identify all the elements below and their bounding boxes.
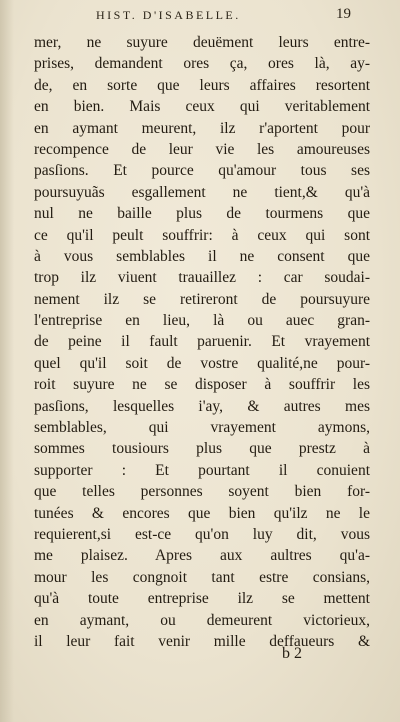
body-text — [34, 32, 370, 652]
text-line: à vous semblables il ne consent que — [34, 247, 370, 265]
text-line: en bien. Mais ceux qui veritablement — [34, 98, 370, 116]
text-line: qu'à toute entreprise ilz se mettent — [34, 590, 370, 608]
text-line: semblables, qui vrayement aymons, — [34, 419, 370, 437]
text-line: pasſions, lesquelles i'ay, & autres mes — [34, 397, 370, 415]
text-line: poursuyuãs esgallement ne tient,& qu'à — [34, 183, 370, 201]
text-line: mer, ne suyure deuëment leurs entre- — [34, 34, 370, 51]
text-line: sommes tousiours plus que prestz à — [34, 440, 370, 458]
text-line: prises, demandent ores ça, ores là, ay- — [34, 55, 370, 73]
signature-mark: b 2 — [282, 645, 302, 662]
text-line: ce qu'il peult souffrir: à ceux qui sont — [34, 226, 370, 244]
text-line: roit suyure ne se disposer à souffrir les — [34, 376, 370, 394]
text-line: requierent,si est-ce qu'on luy dit, vous — [34, 525, 370, 543]
text-line: tunées & encores que bien qu'ilz ne le — [34, 504, 370, 522]
text-line: que telles personnes soyent bien for- — [34, 483, 370, 501]
text-line: mour les congnoit tant estre consians, — [34, 568, 370, 586]
text-line: pasſions. Et pource qu'amour tous ses — [34, 162, 370, 180]
text-line: nement ilz se retireront de poursuyure — [34, 290, 370, 308]
page-number: 19 — [336, 6, 351, 22]
text-line: de peine il fault paruenir. Et vrayement — [34, 333, 370, 351]
page-header — [0, 6, 400, 26]
page-gutter-shadow — [0, 0, 14, 722]
text-line: nul ne baille plus de tourmens que — [34, 205, 370, 223]
running-head: HIST. D'ISABELLE. — [96, 8, 241, 22]
text-line: supporter : Et pourtant il conuient — [34, 461, 370, 479]
text-line: recompence de leur vie les amoureuses — [34, 140, 370, 158]
text-line: quel qu'il soit de vostre qualité,ne pour- — [34, 354, 370, 372]
text-line: l'entreprise en lieu, là ou auec gran- — [34, 312, 370, 330]
text-line: en aymant, ou demeurent victorieux, — [34, 611, 370, 629]
text-line: trop ilz viuent trauaillez : car soudai- — [34, 269, 370, 287]
text-line: il leur fait venir mille deffaueurs & — [34, 632, 370, 650]
text-line: de, en sorte que leurs affaires resortent — [34, 76, 370, 94]
text-line: me plaisez. Apres aux aultres qu'a- — [34, 547, 370, 565]
text-line: en aymant meurent, ilz r'aportent pour — [34, 119, 370, 137]
